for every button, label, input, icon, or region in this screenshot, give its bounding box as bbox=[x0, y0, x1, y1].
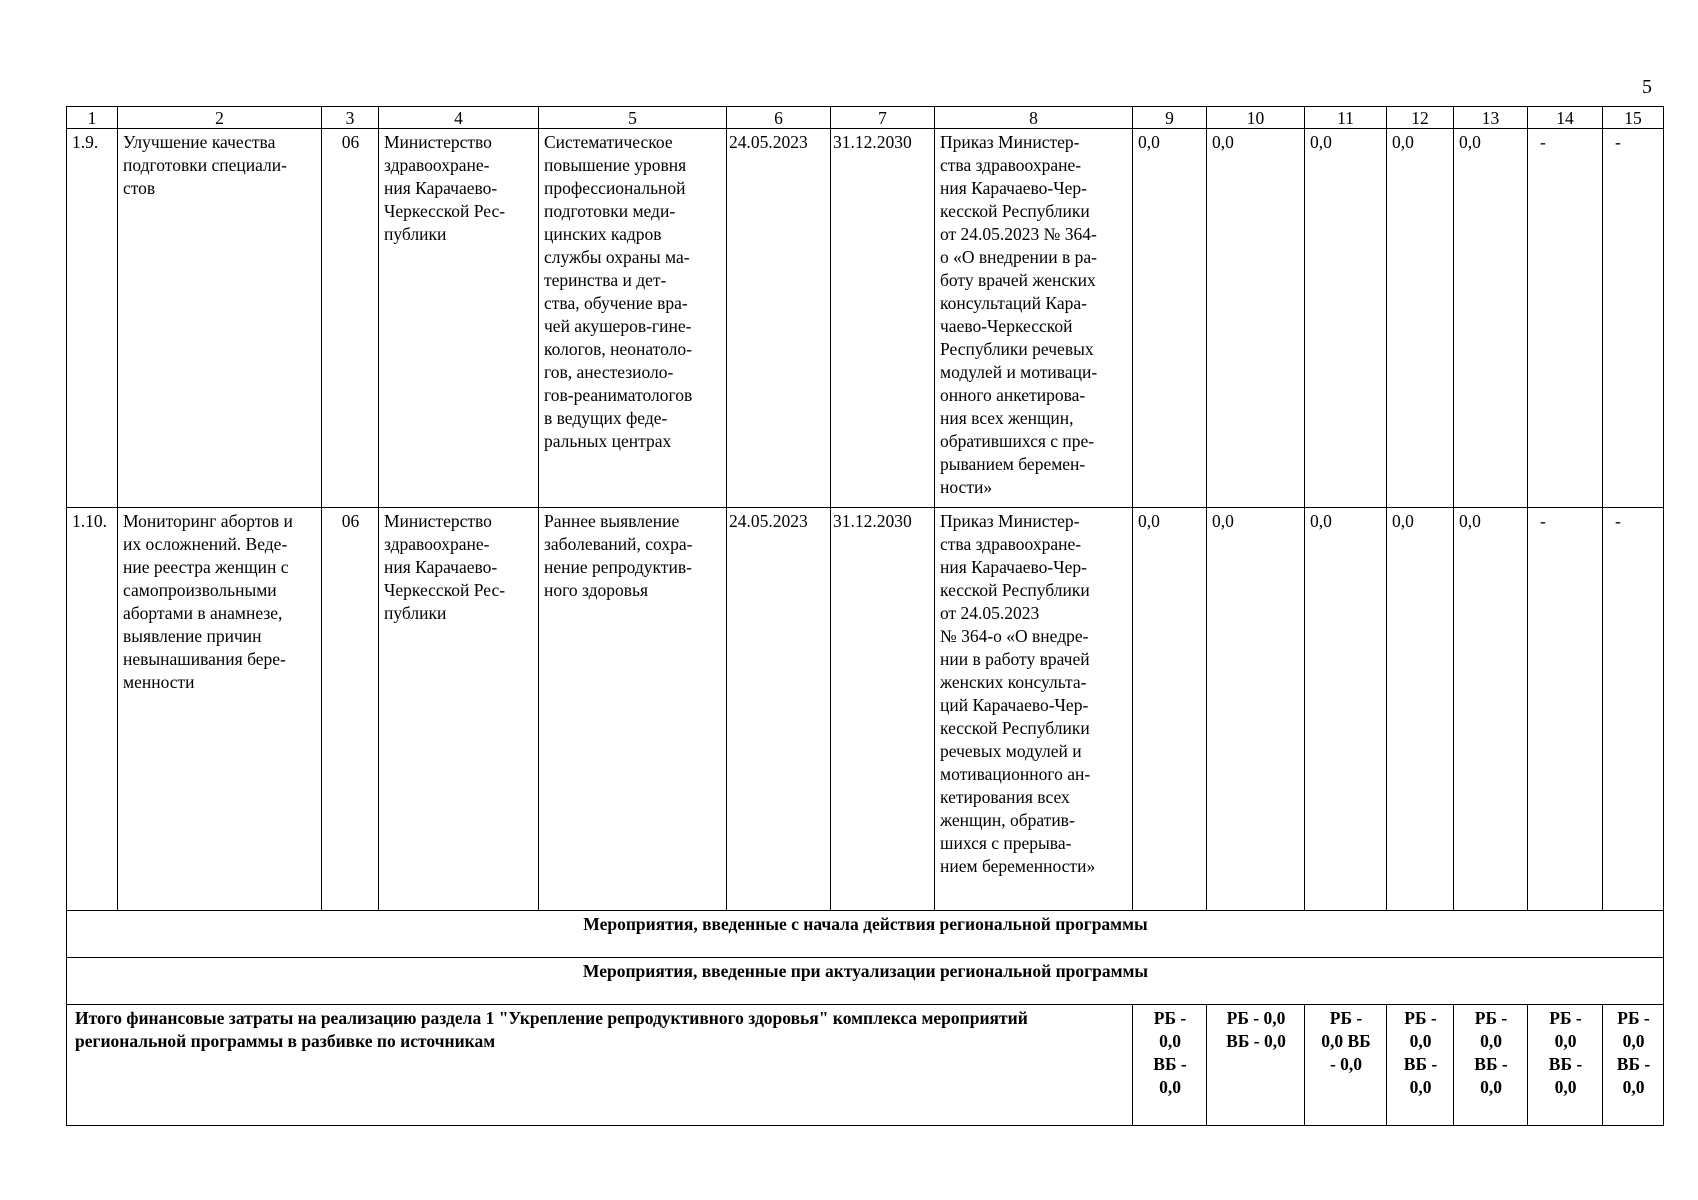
measure-name: Мониторинг абортов и их осложнений. Веде- ние реестра женщин с самопроизвольными абортами в анамнезе, выявление причин невынашивания бере- менности bbox=[118, 508, 322, 911]
executor-cell: Министерство здравоохране- ния Карачаево- Черкесской Рес- публики bbox=[379, 129, 539, 508]
row-number: 1.10. bbox=[67, 508, 118, 911]
section-row bbox=[67, 911, 1664, 958]
value-cell: 0,0 bbox=[1207, 129, 1305, 508]
total-row bbox=[67, 1005, 1664, 1126]
value-cell: - bbox=[1603, 508, 1664, 911]
section-heading: Мероприятия, введенные с начала действия региональной программы bbox=[67, 911, 1664, 958]
executor-cell: Министерство здравоохране- ния Карачаево- Черкесской Рес- публики bbox=[379, 508, 539, 911]
header-cell: 11 bbox=[1305, 107, 1387, 129]
value-cell: - bbox=[1603, 129, 1664, 508]
start-date: 24.05.2023 bbox=[727, 508, 831, 911]
total-value-cell: РБ - 0,0 ВБ - 0,0 bbox=[1603, 1005, 1664, 1126]
value-cell: 0,0 bbox=[1454, 508, 1528, 911]
header-cell: 6 bbox=[727, 107, 831, 129]
total-value-cell: РБ - 0,0 ВБ - 0,0 bbox=[1207, 1005, 1305, 1126]
end-date: 31.12.2030 bbox=[831, 129, 935, 508]
total-label: Итого финансовые затраты на реализацию раздела 1 "Укрепление репродуктивного здоровья" комплекса мероприятий региональной программы в разбивке по источникам bbox=[67, 1005, 1133, 1126]
code-cell: 06 bbox=[322, 129, 379, 508]
total-value-cell: РБ - 0,0 ВБ - 0,0 bbox=[1528, 1005, 1603, 1126]
header-cell: 12 bbox=[1387, 107, 1454, 129]
header-cell: 7 bbox=[831, 107, 935, 129]
value-cell: 0,0 bbox=[1454, 129, 1528, 508]
section-heading: Мероприятия, введенные при актуализации региональной программы bbox=[67, 958, 1664, 1005]
value-cell: 0,0 bbox=[1305, 508, 1387, 911]
header-cell: 8 bbox=[935, 107, 1133, 129]
value-cell: 0,0 bbox=[1133, 508, 1207, 911]
total-value-cell: РБ - 0,0 ВБ - 0,0 bbox=[1454, 1005, 1528, 1126]
code-cell: 06 bbox=[322, 508, 379, 911]
document-cell: Приказ Министер- ства здравоохране- ния Карачаево-Чер- кесской Республики от 24.05.2023 № 364-о «О внедре- нии в работу врачей женских консульта- ций Карачаево-Чер- кесской Республики речевых модулей и мотивационного ан- кетирования всех женщин, обратив- шихся с прерыва- нием беременности» bbox=[935, 508, 1133, 911]
value-cell: 0,0 bbox=[1207, 508, 1305, 911]
header-cell: 14 bbox=[1528, 107, 1603, 129]
row-number: 1.9. bbox=[67, 129, 118, 508]
table-row bbox=[67, 129, 1664, 508]
table-row bbox=[67, 508, 1664, 911]
result-cell: Систематическое повышение уровня профессиональной подготовки меди- цинских кадров службы охраны ма- теринства и дет- ства, обучение вра- чей акушеров-гине- кологов, неонатоло- гов, анестезиоло- гов-реаниматологов в ведущих феде- ральных центрах bbox=[539, 129, 727, 508]
header-cell: 2 bbox=[118, 107, 322, 129]
header-cell: 3 bbox=[322, 107, 379, 129]
value-cell: 0,0 bbox=[1387, 129, 1454, 508]
result-cell: Раннее выявление заболеваний, сохра- нение репродуктив- ного здоровья bbox=[539, 508, 727, 911]
document-cell: Приказ Министер- ства здравоохране- ния Карачаево-Чер- кесской Республики от 24.05.2023 № 364- о «О внедрении в ра- боту врачей женских консультаций Кара- чаево-Черкесской Республики речевых модулей и мотиваци- онного анкетирова- ния всех женщин, обратившихся с пре- рыванием беремен- ности» bbox=[935, 129, 1133, 508]
value-cell: 0,0 bbox=[1387, 508, 1454, 911]
table-header-row bbox=[67, 107, 1664, 129]
value-cell: 0,0 bbox=[1305, 129, 1387, 508]
value-cell: - bbox=[1528, 508, 1603, 911]
header-cell: 10 bbox=[1207, 107, 1305, 129]
header-cell: 4 bbox=[379, 107, 539, 129]
header-cell: 9 bbox=[1133, 107, 1207, 129]
measures-table bbox=[66, 106, 1664, 1126]
start-date: 24.05.2023 bbox=[727, 129, 831, 508]
total-value-cell: РБ - 0,0 ВБ - 0,0 bbox=[1305, 1005, 1387, 1126]
header-cell: 15 bbox=[1603, 107, 1664, 129]
header-cell: 5 bbox=[539, 107, 727, 129]
total-value-cell: РБ - 0,0 ВБ - 0,0 bbox=[1133, 1005, 1207, 1126]
total-value-cell: РБ - 0,0 ВБ - 0,0 bbox=[1387, 1005, 1454, 1126]
end-date: 31.12.2030 bbox=[831, 508, 935, 911]
header-cell: 1 bbox=[67, 107, 118, 129]
value-cell: - bbox=[1528, 129, 1603, 508]
section-row bbox=[67, 958, 1664, 1005]
page-number: 5 bbox=[1642, 76, 1652, 98]
value-cell: 0,0 bbox=[1133, 129, 1207, 508]
measure-name: Улучшение качества подготовки специали- стов bbox=[118, 129, 322, 508]
header-cell: 13 bbox=[1454, 107, 1528, 129]
